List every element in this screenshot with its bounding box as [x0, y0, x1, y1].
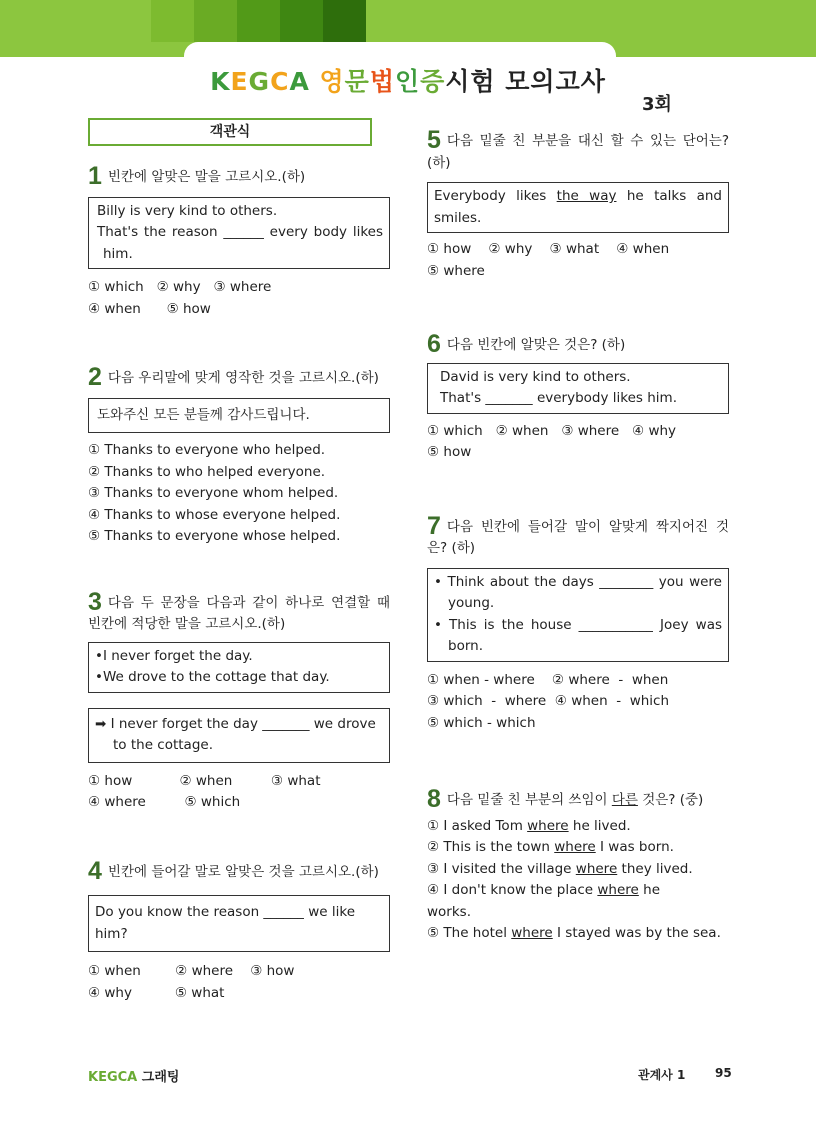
box-line: smiles. — [434, 209, 482, 226]
question-2 — [88, 363, 390, 391]
option-line — [427, 816, 729, 838]
box-line: • This is the house ___________ Joey was — [434, 616, 722, 633]
question-2-box — [88, 398, 390, 434]
box-line: David is very kind to others. — [440, 368, 631, 385]
option-line: ⑤ where — [427, 262, 485, 279]
question-prompt: 빈칸에 알맞은 말을 고르시오.(하) — [107, 169, 306, 185]
option-line: ① when ② where ③ how — [88, 963, 295, 979]
banner-stripes — [108, 0, 409, 42]
box-line: • Think about the days ________ you were — [434, 573, 722, 590]
box-text: Everybody likes — [434, 188, 557, 204]
option-text: ⑤ The hotel — [427, 925, 512, 941]
option-text: ② This is the town — [427, 839, 555, 855]
title-part: E — [230, 67, 249, 96]
option-line: ④ when ⑤ how — [88, 300, 211, 317]
option-text: where — [511, 925, 553, 941]
option-line — [427, 859, 729, 881]
question-prompt: 다음 두 문장을 다음과 같이 하나로 연결할 때 — [107, 594, 390, 611]
option-line: ④ where ⑤ which — [88, 794, 241, 810]
option-text: where — [554, 839, 596, 855]
box-line: •We drove to the cottage that day. — [95, 669, 330, 685]
box-line: him. — [103, 245, 133, 262]
question-number: 5 — [427, 126, 441, 154]
footer-brand-name: KEGCA — [88, 1070, 138, 1085]
question-7 — [427, 511, 729, 540]
option-text: he lived. — [568, 817, 631, 834]
page-title — [0, 62, 816, 98]
question-number: 2 — [88, 363, 102, 391]
title-part: 증 — [420, 67, 446, 96]
box-line: •I never forget the day. — [95, 647, 253, 664]
option-line: ⑤ how — [427, 444, 472, 460]
option-line: ① how ② when ③ what — [88, 772, 321, 789]
question-8 — [427, 785, 729, 813]
option-text: I was born. — [595, 839, 674, 855]
option-text: I stayed was by the sea. — [552, 925, 721, 941]
title-part: 문 — [344, 67, 370, 96]
title-part: G — [248, 67, 271, 96]
stripe — [280, 0, 323, 42]
question-1-box — [88, 197, 390, 270]
question-number: 7 — [427, 511, 441, 540]
option-line: ① Thanks to everyone who helped. — [88, 442, 326, 458]
box-line: That's _______ everybody likes him. — [440, 390, 677, 406]
question-prompt: 다음 빈칸에 들어갈 말이 알맞게 짝지어진 것 — [446, 518, 729, 535]
option-line — [427, 923, 729, 945]
option-line: ③ which - where ④ when - which — [427, 693, 670, 709]
box-line — [434, 186, 722, 208]
underlined-text: 다른 — [611, 792, 638, 808]
footer-section: 관계사 1 — [638, 1068, 686, 1082]
question-6-box — [427, 363, 729, 414]
option-line: ④ why ⑤ what — [88, 984, 225, 1001]
question-prompt: 빈칸에 적당한 말을 고르시오.(하) — [88, 616, 286, 632]
stripe — [194, 0, 237, 42]
question-number: 3 — [88, 587, 102, 616]
title-part: K — [210, 67, 231, 96]
question-number: 8 — [427, 785, 441, 813]
footer-brand — [88, 1066, 179, 1085]
question-3-box — [88, 642, 390, 693]
question-4-box — [88, 895, 390, 952]
question-prompt: 다음 빈칸에 알맞은 것은? (하) — [446, 337, 626, 353]
question-3 — [88, 587, 390, 616]
section-label: 객관식 — [88, 118, 372, 146]
option-line — [427, 902, 729, 924]
question-5 — [427, 126, 729, 154]
question-4 — [88, 856, 390, 885]
option-line: ⑤ which - which — [427, 714, 536, 731]
option-text: ① I asked Tom — [427, 817, 528, 834]
option-line: ④ Thanks to whose everyone helped. — [88, 506, 341, 523]
question-6 — [427, 330, 729, 358]
option-text: ③ I visited the village — [427, 860, 576, 877]
title-part: A — [289, 67, 320, 96]
option-line: ① when - where ② where - when — [427, 671, 669, 688]
box-line: ➡ I never forget the day _______ we drove — [95, 715, 376, 732]
box-line: born. — [448, 638, 483, 654]
question-prompt: 은? (하) — [427, 540, 476, 556]
option-line — [427, 880, 729, 902]
stripe — [108, 0, 151, 42]
box-line: Billy is very kind to others. — [97, 202, 278, 219]
option-line: ③ Thanks to everyone whom helped. — [88, 485, 339, 501]
title-part: 시험 모의고사 — [445, 67, 606, 96]
title-part: C — [270, 67, 290, 96]
question-prompt: 것은? (중) — [637, 792, 704, 808]
box-line: Do you know the reason ______ we like him? — [95, 904, 356, 942]
question-3-answer-box — [88, 708, 390, 763]
question-prompt: (하) — [427, 154, 451, 171]
stripe — [366, 0, 409, 42]
question-number: 1 — [88, 162, 102, 190]
option-text: where — [575, 860, 618, 877]
round-label: 3회 — [642, 94, 672, 115]
option-text: ④ I don't know the place — [427, 882, 598, 898]
option-line: ② Thanks to who helped everyone. — [88, 463, 326, 480]
left-column — [88, 162, 390, 1004]
box-line: That's the reason ______ every body likes — [97, 224, 383, 240]
option-line: ① which ② when ③ where ④ why — [427, 422, 677, 439]
title-part: 인 — [394, 67, 421, 96]
question-number: 4 — [88, 856, 102, 885]
question-prompt: 다음 밑줄 친 부분의 쓰임이 — [446, 792, 612, 808]
question-number: 6 — [427, 330, 441, 358]
underlined-text: the way — [556, 188, 617, 204]
stripe — [323, 0, 366, 42]
option-text: where — [527, 817, 569, 834]
stripe — [151, 0, 194, 42]
option-text: they lived. — [617, 860, 693, 877]
box-text: he talks and — [616, 188, 722, 204]
option-line — [427, 837, 729, 859]
box-line: young. — [448, 595, 495, 611]
box-line: 도와주신 모든 분들께 감사드립니다. — [97, 406, 310, 423]
question-prompt: 다음 우리말에 맞게 영작한 것을 고르시오.(하) — [107, 370, 379, 386]
right-column — [427, 126, 729, 945]
question-prompt: 다음 밑줄 친 부분을 대신 할 수 있는 단어는? — [446, 133, 729, 149]
option-text: he — [638, 882, 660, 898]
option-line: ⑤ Thanks to everyone whose helped. — [88, 528, 341, 544]
option-text: where — [597, 882, 639, 898]
footer-title: 그래팅 — [141, 1070, 180, 1085]
question-1 — [88, 162, 390, 190]
option-line: ① which ② why ③ where — [88, 279, 272, 295]
question-7-box — [427, 568, 729, 662]
option-line: ① how ② why ③ what ④ when — [427, 241, 670, 257]
question-prompt: 빈칸에 들어갈 말로 알맞은 것을 고르시오.(하) — [107, 863, 379, 880]
title-part: 법 — [369, 67, 395, 96]
page-number: 95 — [715, 1066, 732, 1080]
box-line: to the cottage. — [113, 737, 213, 753]
question-5-box — [427, 182, 729, 233]
question-8-options — [427, 816, 729, 945]
stripe — [237, 0, 280, 42]
option-text: works. — [427, 903, 471, 920]
title-part: 영 — [319, 67, 345, 96]
